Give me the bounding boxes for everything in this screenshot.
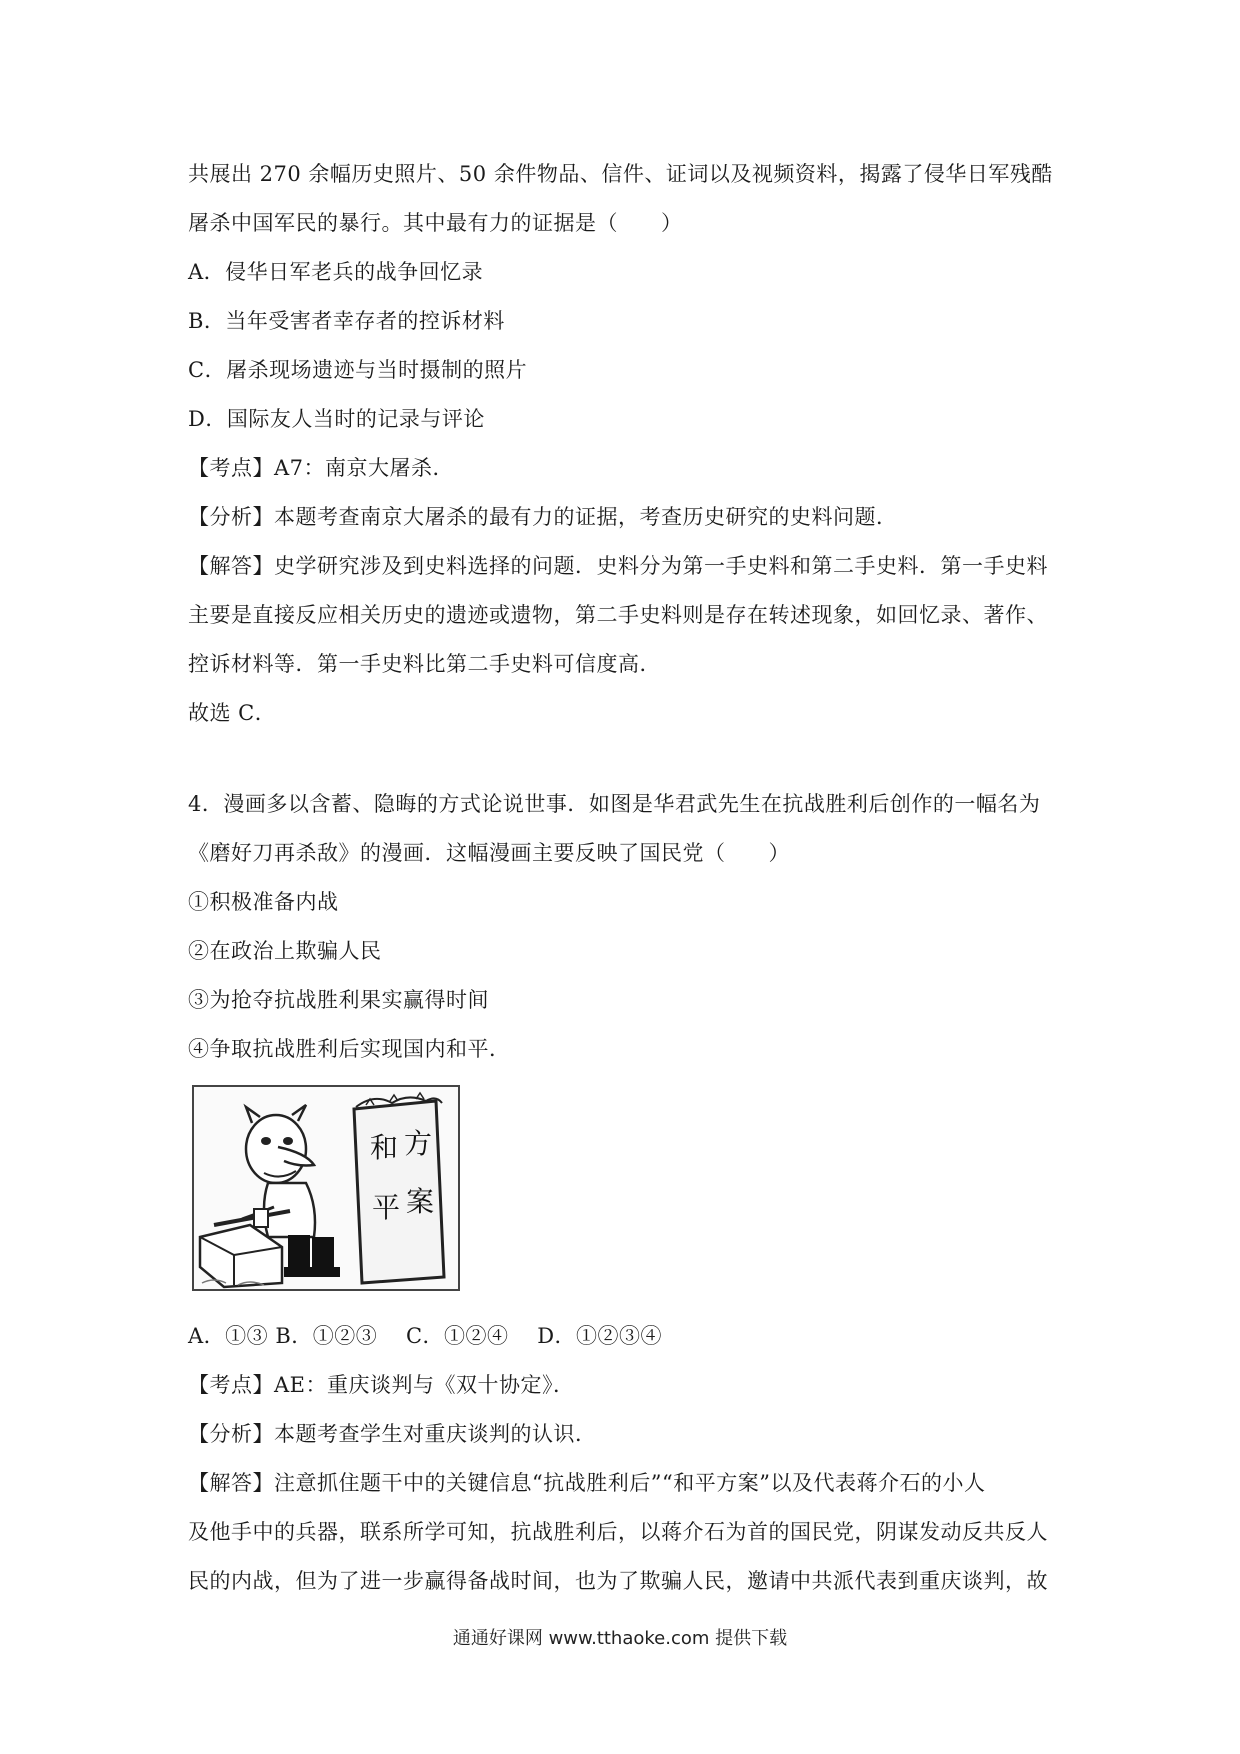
analysis: 【分析】本题考查南京大屠杀的最有力的证据，考查历史研究的史料问题． xyxy=(188,505,898,529)
sign-text: 方 xyxy=(404,1127,433,1160)
statement-2: ②在政治上欺骗人民 xyxy=(188,939,382,963)
option-a: A．侵华日军老兵的战争回忆录 xyxy=(188,260,484,284)
option-d: D．国际友人当时的记录与评论 xyxy=(188,407,485,431)
cartoon-drawing xyxy=(194,1087,458,1289)
key-point: 【考点】A7：南京大屠杀． xyxy=(188,456,455,480)
sign-text: 平 xyxy=(372,1191,401,1224)
answer-text: 控诉材料等．第一手史料比第二手史料可信度高． xyxy=(188,652,661,676)
page-footer: 通通好课网 www.tthaoke.com 提供下载 xyxy=(452,1628,788,1649)
answer-text: 民的内战，但为了进一步赢得备战时间，也为了欺骗人民，邀请中共派代表到重庆谈判，故 xyxy=(188,1569,1048,1593)
answer-text: 主要是直接反应相关历史的遗迹或遗物，第二手史料则是存在转述现象，如回忆录、著作、 xyxy=(188,603,1048,627)
key-point: 【考点】AE：重庆谈判与《双十协定》． xyxy=(188,1373,575,1397)
answer-text: 【解答】史学研究涉及到史料选择的问题．史料分为第一手史料和第二手史料．第一手史料 xyxy=(188,554,1048,578)
statement-3: ③为抢夺抗战胜利果实赢得时间 xyxy=(188,988,489,1012)
sign-text: 和 xyxy=(370,1131,399,1164)
text-line: 共展出 270 余幅历史照片、50 余件物品、信件、证词以及视频资料，揭露了侵华日军残酷 xyxy=(188,162,1053,186)
statement-4: ④争取抗战胜利后实现国内和平． xyxy=(188,1037,511,1061)
answer-text: 及他手中的兵器，联系所学可知，抗战胜利后，以蒋介石为首的国民党，阴谋发动反共反人 xyxy=(188,1520,1048,1544)
figure-head xyxy=(246,1115,306,1183)
answer-options: A．①③ B．①②③ C．①②④ D．①②③④ xyxy=(188,1324,663,1348)
analysis: 【分析】本题考查学生对重庆谈判的认识． xyxy=(188,1422,597,1446)
question-4: 《磨好刀再杀敌》的漫画．这幅漫画主要反映了国民党（ ） xyxy=(188,841,790,865)
sign-text: 案 xyxy=(406,1185,435,1218)
option-c: C．屠杀现场遗迹与当时摄制的照片 xyxy=(188,358,528,382)
text-line: 屠杀中国军民的暴行。其中最有力的证据是（ ） xyxy=(188,211,683,235)
question-4: 4．漫画多以含蓄、隐晦的方式论说世事．如图是华君武先生在抗战胜利后创作的一幅名为 xyxy=(188,792,1041,816)
statement-1: ①积极准备内战 xyxy=(188,890,339,914)
figure-boot xyxy=(288,1235,310,1271)
cartoon-image xyxy=(192,1085,460,1291)
answer-choice: 故选 C． xyxy=(188,701,277,725)
option-b: B．当年受害者幸存者的控诉材料 xyxy=(188,309,505,333)
answer-text: 【解答】注意抓住题干中的关键信息“抗战胜利后”“和平方案”以及代表蒋介石的小人 xyxy=(188,1471,986,1495)
